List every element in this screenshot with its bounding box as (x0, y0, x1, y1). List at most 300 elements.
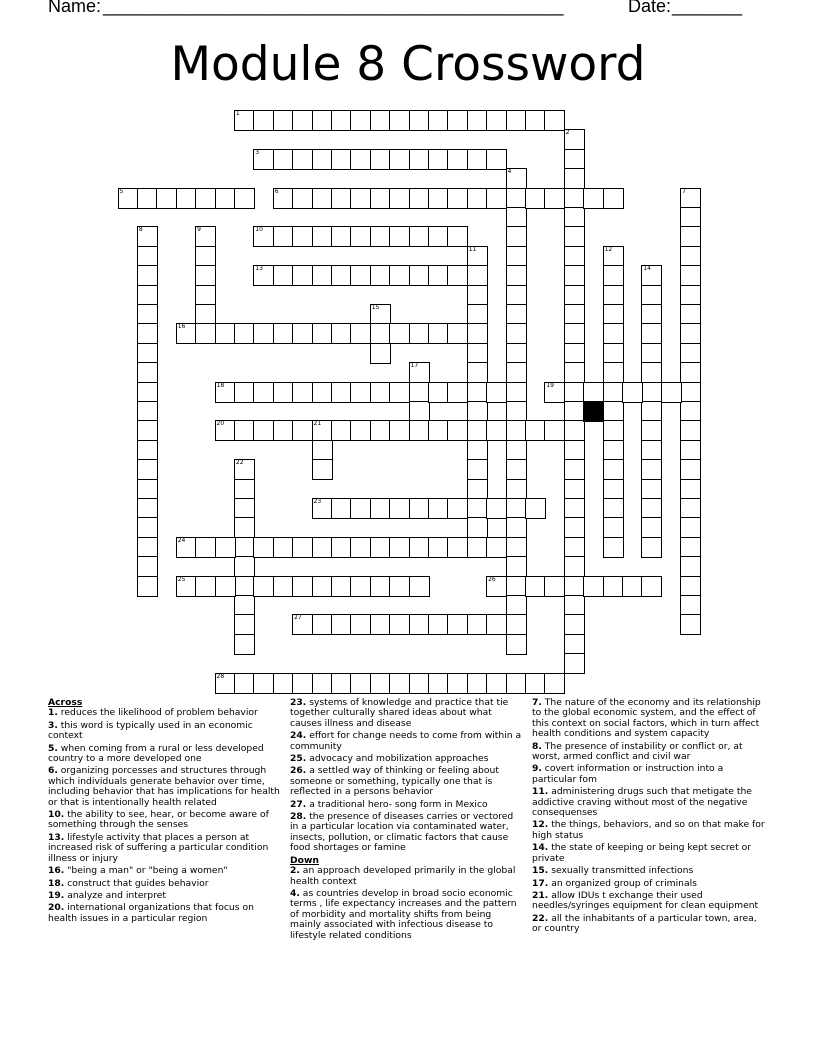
grid-cell[interactable] (137, 226, 158, 247)
grid-cell[interactable] (680, 440, 701, 461)
grid-cell[interactable] (234, 382, 255, 403)
grid-cell[interactable] (312, 188, 333, 209)
grid-cell[interactable] (680, 498, 701, 519)
grid-cell[interactable] (350, 226, 371, 247)
grid-cell[interactable] (273, 149, 294, 170)
grid-cell[interactable] (273, 537, 294, 558)
grid-cell[interactable] (641, 285, 662, 306)
grid-cell[interactable] (661, 382, 682, 403)
grid-cell[interactable] (370, 304, 391, 325)
grid-cell[interactable] (195, 246, 216, 267)
grid-cell[interactable] (525, 498, 546, 519)
grid-cell[interactable] (544, 420, 565, 441)
grid-cell[interactable] (137, 323, 158, 344)
grid-cell[interactable] (215, 420, 236, 441)
grid-cell[interactable] (506, 614, 527, 635)
grid-cell[interactable] (137, 537, 158, 558)
grid-cell[interactable] (331, 265, 352, 286)
grid-cell[interactable] (447, 110, 468, 131)
grid-cell[interactable] (506, 188, 527, 209)
grid-cell[interactable] (312, 498, 333, 519)
grid-cell[interactable] (273, 188, 294, 209)
grid-cell[interactable] (137, 401, 158, 422)
grid-cell[interactable] (292, 149, 313, 170)
grid-cell[interactable] (350, 614, 371, 635)
grid-cell[interactable] (409, 537, 430, 558)
grid-cell[interactable] (680, 517, 701, 538)
grid-cell[interactable] (564, 479, 585, 500)
grid-cell[interactable] (428, 537, 449, 558)
grid-cell[interactable] (506, 110, 527, 131)
grid-cell[interactable] (312, 323, 333, 344)
grid-cell[interactable] (292, 673, 313, 694)
grid-cell[interactable] (544, 188, 565, 209)
grid-cell[interactable] (680, 382, 701, 403)
grid-cell[interactable] (428, 265, 449, 286)
grid-cell[interactable] (137, 362, 158, 383)
grid-cell[interactable] (389, 110, 410, 131)
grid-cell[interactable] (176, 188, 197, 209)
grid-cell[interactable] (176, 576, 197, 597)
grid-cell[interactable] (292, 537, 313, 558)
grid-cell[interactable] (370, 382, 391, 403)
grid-cell[interactable] (234, 537, 255, 558)
grid-cell[interactable] (253, 149, 274, 170)
grid-cell[interactable] (467, 323, 488, 344)
grid-cell[interactable] (370, 576, 391, 597)
grid-cell[interactable] (506, 556, 527, 577)
grid-cell[interactable] (156, 188, 177, 209)
grid-cell[interactable] (292, 382, 313, 403)
grid-cell[interactable] (603, 304, 624, 325)
grid-cell[interactable] (506, 440, 527, 461)
grid-cell[interactable] (292, 420, 313, 441)
grid-cell[interactable] (428, 110, 449, 131)
grid-cell[interactable] (312, 440, 333, 461)
grid-cell[interactable] (234, 576, 255, 597)
grid-cell[interactable] (680, 188, 701, 209)
grid-cell[interactable] (370, 323, 391, 344)
grid-cell[interactable] (564, 556, 585, 577)
grid-cell[interactable] (467, 401, 488, 422)
grid-cell[interactable] (680, 614, 701, 635)
grid-cell[interactable] (292, 188, 313, 209)
grid-cell[interactable] (603, 362, 624, 383)
grid-cell[interactable] (486, 420, 507, 441)
grid-cell[interactable] (312, 673, 333, 694)
grid-cell[interactable] (312, 382, 333, 403)
grid-cell[interactable] (603, 479, 624, 500)
grid-cell[interactable] (680, 420, 701, 441)
grid-cell[interactable] (641, 265, 662, 286)
grid-cell[interactable] (292, 265, 313, 286)
grid-cell[interactable] (447, 323, 468, 344)
grid-cell[interactable] (506, 673, 527, 694)
grid-cell[interactable] (195, 265, 216, 286)
grid-cell[interactable] (234, 479, 255, 500)
grid-cell[interactable] (680, 207, 701, 228)
grid-cell[interactable] (583, 576, 604, 597)
grid-cell[interactable] (564, 382, 585, 403)
grid-cell[interactable] (583, 188, 604, 209)
grid-cell[interactable] (525, 576, 546, 597)
grid-cell[interactable] (680, 362, 701, 383)
grid-cell[interactable] (370, 149, 391, 170)
grid-cell[interactable] (467, 440, 488, 461)
grid-cell[interactable] (389, 537, 410, 558)
grid-cell[interactable] (564, 285, 585, 306)
grid-cell[interactable] (564, 401, 585, 422)
grid-cell[interactable] (273, 265, 294, 286)
grid-cell[interactable] (312, 537, 333, 558)
grid-cell[interactable] (467, 304, 488, 325)
grid-cell[interactable] (253, 110, 274, 131)
grid-cell[interactable] (389, 614, 410, 635)
grid-cell[interactable] (447, 226, 468, 247)
grid-cell[interactable] (467, 246, 488, 267)
grid-cell[interactable] (253, 576, 274, 597)
grid-cell[interactable] (234, 673, 255, 694)
date-blank[interactable]: _______ (672, 0, 743, 16)
grid-cell[interactable] (467, 537, 488, 558)
grid-cell[interactable] (253, 537, 274, 558)
grid-cell[interactable] (506, 168, 527, 189)
grid-cell[interactable] (506, 285, 527, 306)
grid-cell[interactable] (486, 149, 507, 170)
grid-cell[interactable] (564, 614, 585, 635)
grid-cell[interactable] (428, 614, 449, 635)
grid-cell[interactable] (486, 576, 507, 597)
grid-cell[interactable] (331, 537, 352, 558)
grid-cell[interactable] (292, 576, 313, 597)
grid-cell[interactable] (641, 401, 662, 422)
grid-cell[interactable] (234, 556, 255, 577)
grid-cell[interactable] (506, 498, 527, 519)
grid-cell[interactable] (312, 420, 333, 441)
grid-cell[interactable] (253, 673, 274, 694)
grid-cell[interactable] (680, 226, 701, 247)
grid-cell[interactable] (680, 459, 701, 480)
grid-cell[interactable] (273, 323, 294, 344)
grid-cell[interactable] (350, 265, 371, 286)
grid-cell[interactable] (544, 673, 565, 694)
grid-cell[interactable] (486, 382, 507, 403)
grid-cell[interactable] (583, 382, 604, 403)
grid-cell[interactable] (195, 304, 216, 325)
grid-cell[interactable] (409, 614, 430, 635)
grid-cell[interactable] (350, 537, 371, 558)
grid-cell[interactable] (564, 420, 585, 441)
grid-cell[interactable] (525, 110, 546, 131)
grid-cell[interactable] (641, 343, 662, 364)
grid-cell[interactable] (486, 110, 507, 131)
grid-cell[interactable] (409, 188, 430, 209)
grid-cell[interactable] (428, 498, 449, 519)
grid-cell[interactable] (370, 420, 391, 441)
grid-cell[interactable] (564, 323, 585, 344)
grid-cell[interactable] (370, 265, 391, 286)
grid-cell[interactable] (331, 614, 352, 635)
grid-cell[interactable] (409, 362, 430, 383)
grid-cell[interactable] (312, 459, 333, 480)
grid-cell[interactable] (680, 576, 701, 597)
grid-cell[interactable] (622, 382, 643, 403)
grid-cell[interactable] (680, 556, 701, 577)
grid-cell[interactable] (525, 673, 546, 694)
grid-cell[interactable] (564, 362, 585, 383)
grid-cell[interactable] (370, 614, 391, 635)
grid-cell[interactable] (544, 110, 565, 131)
grid-cell[interactable] (350, 382, 371, 403)
grid-cell[interactable] (486, 614, 507, 635)
grid-cell[interactable] (389, 188, 410, 209)
grid-cell[interactable] (273, 382, 294, 403)
grid-cell[interactable] (486, 188, 507, 209)
grid-cell[interactable] (603, 576, 624, 597)
grid-cell[interactable] (564, 246, 585, 267)
grid-cell[interactable] (409, 420, 430, 441)
grid-cell[interactable] (273, 673, 294, 694)
grid-cell[interactable] (603, 382, 624, 403)
grid-cell[interactable] (312, 576, 333, 597)
grid-cell[interactable] (350, 110, 371, 131)
grid-cell[interactable] (215, 323, 236, 344)
grid-cell[interactable] (467, 343, 488, 364)
grid-cell[interactable] (331, 188, 352, 209)
grid-cell[interactable] (428, 673, 449, 694)
grid-cell[interactable] (641, 517, 662, 538)
grid-cell[interactable] (137, 382, 158, 403)
grid-cell[interactable] (370, 537, 391, 558)
grid-cell[interactable] (564, 517, 585, 538)
grid-cell[interactable] (234, 614, 255, 635)
grid-cell[interactable] (409, 110, 430, 131)
grid-cell[interactable] (506, 226, 527, 247)
grid-cell[interactable] (215, 537, 236, 558)
grid-cell[interactable] (331, 149, 352, 170)
grid-cell[interactable] (641, 459, 662, 480)
grid-cell[interactable] (409, 149, 430, 170)
grid-cell[interactable] (447, 188, 468, 209)
grid-cell[interactable] (137, 479, 158, 500)
grid-cell[interactable] (331, 323, 352, 344)
grid-cell[interactable] (409, 498, 430, 519)
grid-cell[interactable] (641, 304, 662, 325)
grid-cell[interactable] (409, 576, 430, 597)
grid-cell[interactable] (680, 304, 701, 325)
grid-cell[interactable] (253, 226, 274, 247)
grid-cell[interactable] (137, 517, 158, 538)
grid-cell[interactable] (603, 246, 624, 267)
grid-cell[interactable] (137, 459, 158, 480)
grid-cell[interactable] (680, 401, 701, 422)
grid-cell[interactable] (428, 226, 449, 247)
grid-cell[interactable] (603, 498, 624, 519)
grid-cell[interactable] (409, 673, 430, 694)
grid-cell[interactable] (486, 498, 507, 519)
grid-cell[interactable] (506, 343, 527, 364)
grid-cell[interactable] (350, 498, 371, 519)
grid-cell[interactable] (467, 188, 488, 209)
grid-cell[interactable] (506, 323, 527, 344)
grid-cell[interactable] (195, 576, 216, 597)
grid-cell[interactable] (486, 537, 507, 558)
grid-cell[interactable] (176, 323, 197, 344)
grid-cell[interactable] (350, 149, 371, 170)
grid-cell[interactable] (564, 304, 585, 325)
grid-cell[interactable] (506, 401, 527, 422)
grid-cell[interactable] (641, 420, 662, 441)
grid-cell[interactable] (603, 285, 624, 306)
grid-cell[interactable] (137, 556, 158, 577)
grid-cell[interactable] (389, 149, 410, 170)
grid-cell[interactable] (564, 207, 585, 228)
grid-cell[interactable] (137, 343, 158, 364)
grid-cell[interactable] (409, 382, 430, 403)
grid-cell[interactable] (680, 343, 701, 364)
grid-cell[interactable] (603, 440, 624, 461)
grid-cell[interactable] (447, 498, 468, 519)
grid-cell[interactable] (273, 420, 294, 441)
grid-cell[interactable] (564, 537, 585, 558)
grid-cell[interactable] (467, 285, 488, 306)
grid-cell[interactable] (389, 420, 410, 441)
grid-cell[interactable] (564, 634, 585, 655)
grid-cell[interactable] (506, 246, 527, 267)
grid-cell[interactable] (506, 382, 527, 403)
grid-cell[interactable] (506, 265, 527, 286)
grid-cell[interactable] (467, 459, 488, 480)
grid-cell[interactable] (447, 420, 468, 441)
grid-cell[interactable] (428, 382, 449, 403)
grid-cell[interactable] (273, 226, 294, 247)
grid-cell[interactable] (350, 420, 371, 441)
grid-cell[interactable] (680, 285, 701, 306)
grid-cell[interactable] (447, 382, 468, 403)
grid-cell[interactable] (253, 420, 274, 441)
grid-cell[interactable] (331, 420, 352, 441)
grid-cell[interactable] (564, 440, 585, 461)
grid-cell[interactable] (622, 576, 643, 597)
grid-cell[interactable] (467, 110, 488, 131)
grid-cell[interactable] (234, 634, 255, 655)
grid-cell[interactable] (350, 576, 371, 597)
name-blank[interactable]: ______________________________________________ (103, 0, 564, 16)
grid-cell[interactable] (564, 653, 585, 674)
grid-cell[interactable] (506, 517, 527, 538)
grid-cell[interactable] (467, 382, 488, 403)
grid-cell[interactable] (195, 226, 216, 247)
grid-cell[interactable] (564, 265, 585, 286)
grid-cell[interactable] (118, 188, 139, 209)
grid-cell[interactable] (409, 401, 430, 422)
grid-cell[interactable] (447, 149, 468, 170)
grid-cell[interactable] (641, 498, 662, 519)
grid-cell[interactable] (350, 188, 371, 209)
grid-cell[interactable] (564, 129, 585, 150)
grid-cell[interactable] (215, 673, 236, 694)
grid-cell[interactable] (544, 382, 565, 403)
grid-cell[interactable] (467, 498, 488, 519)
grid-cell[interactable] (506, 207, 527, 228)
grid-cell[interactable] (389, 323, 410, 344)
grid-cell[interactable] (544, 576, 565, 597)
grid-cell[interactable] (389, 673, 410, 694)
grid-cell[interactable] (331, 382, 352, 403)
grid-cell[interactable] (195, 285, 216, 306)
grid-cell[interactable] (467, 420, 488, 441)
grid-cell[interactable] (603, 265, 624, 286)
grid-cell[interactable] (253, 265, 274, 286)
grid-cell[interactable] (506, 420, 527, 441)
grid-cell[interactable] (428, 149, 449, 170)
grid-cell[interactable] (195, 323, 216, 344)
grid-cell[interactable] (137, 304, 158, 325)
grid-cell[interactable] (312, 110, 333, 131)
grid-cell[interactable] (409, 226, 430, 247)
grid-cell[interactable] (292, 110, 313, 131)
grid-cell[interactable] (680, 246, 701, 267)
grid-cell[interactable] (506, 479, 527, 500)
grid-cell[interactable] (234, 188, 255, 209)
grid-cell[interactable] (603, 459, 624, 480)
grid-cell[interactable] (680, 479, 701, 500)
grid-cell[interactable] (641, 440, 662, 461)
grid-cell[interactable] (467, 479, 488, 500)
grid-cell[interactable] (234, 595, 255, 616)
grid-cell[interactable] (312, 226, 333, 247)
grid-cell[interactable] (370, 673, 391, 694)
grid-cell[interactable] (234, 498, 255, 519)
grid-cell[interactable] (137, 188, 158, 209)
grid-cell[interactable] (564, 226, 585, 247)
grid-cell[interactable] (467, 265, 488, 286)
grid-cell[interactable] (467, 517, 488, 538)
grid-cell[interactable] (137, 576, 158, 597)
grid-cell[interactable] (137, 246, 158, 267)
grid-cell[interactable] (215, 188, 236, 209)
grid-cell[interactable] (428, 420, 449, 441)
grid-cell[interactable] (564, 498, 585, 519)
grid-cell[interactable] (331, 576, 352, 597)
grid-cell[interactable] (389, 498, 410, 519)
grid-cell[interactable] (564, 188, 585, 209)
grid-cell[interactable] (331, 673, 352, 694)
grid-cell[interactable] (603, 517, 624, 538)
grid-cell[interactable] (506, 304, 527, 325)
grid-cell[interactable] (389, 226, 410, 247)
grid-cell[interactable] (137, 265, 158, 286)
grid-cell[interactable] (273, 110, 294, 131)
grid-cell[interactable] (467, 673, 488, 694)
grid-cell[interactable] (273, 576, 294, 597)
grid-cell[interactable] (467, 149, 488, 170)
grid-cell[interactable] (641, 382, 662, 403)
grid-cell[interactable] (370, 110, 391, 131)
grid-cell[interactable] (641, 537, 662, 558)
grid-cell[interactable] (234, 323, 255, 344)
grid-cell[interactable] (680, 537, 701, 558)
grid-cell[interactable] (603, 401, 624, 422)
grid-cell[interactable] (137, 285, 158, 306)
grid-cell[interactable] (564, 595, 585, 616)
grid-cell[interactable] (564, 576, 585, 597)
grid-cell[interactable] (506, 634, 527, 655)
grid-cell[interactable] (603, 343, 624, 364)
grid-cell[interactable] (641, 362, 662, 383)
grid-cell[interactable] (331, 110, 352, 131)
grid-cell[interactable] (428, 188, 449, 209)
